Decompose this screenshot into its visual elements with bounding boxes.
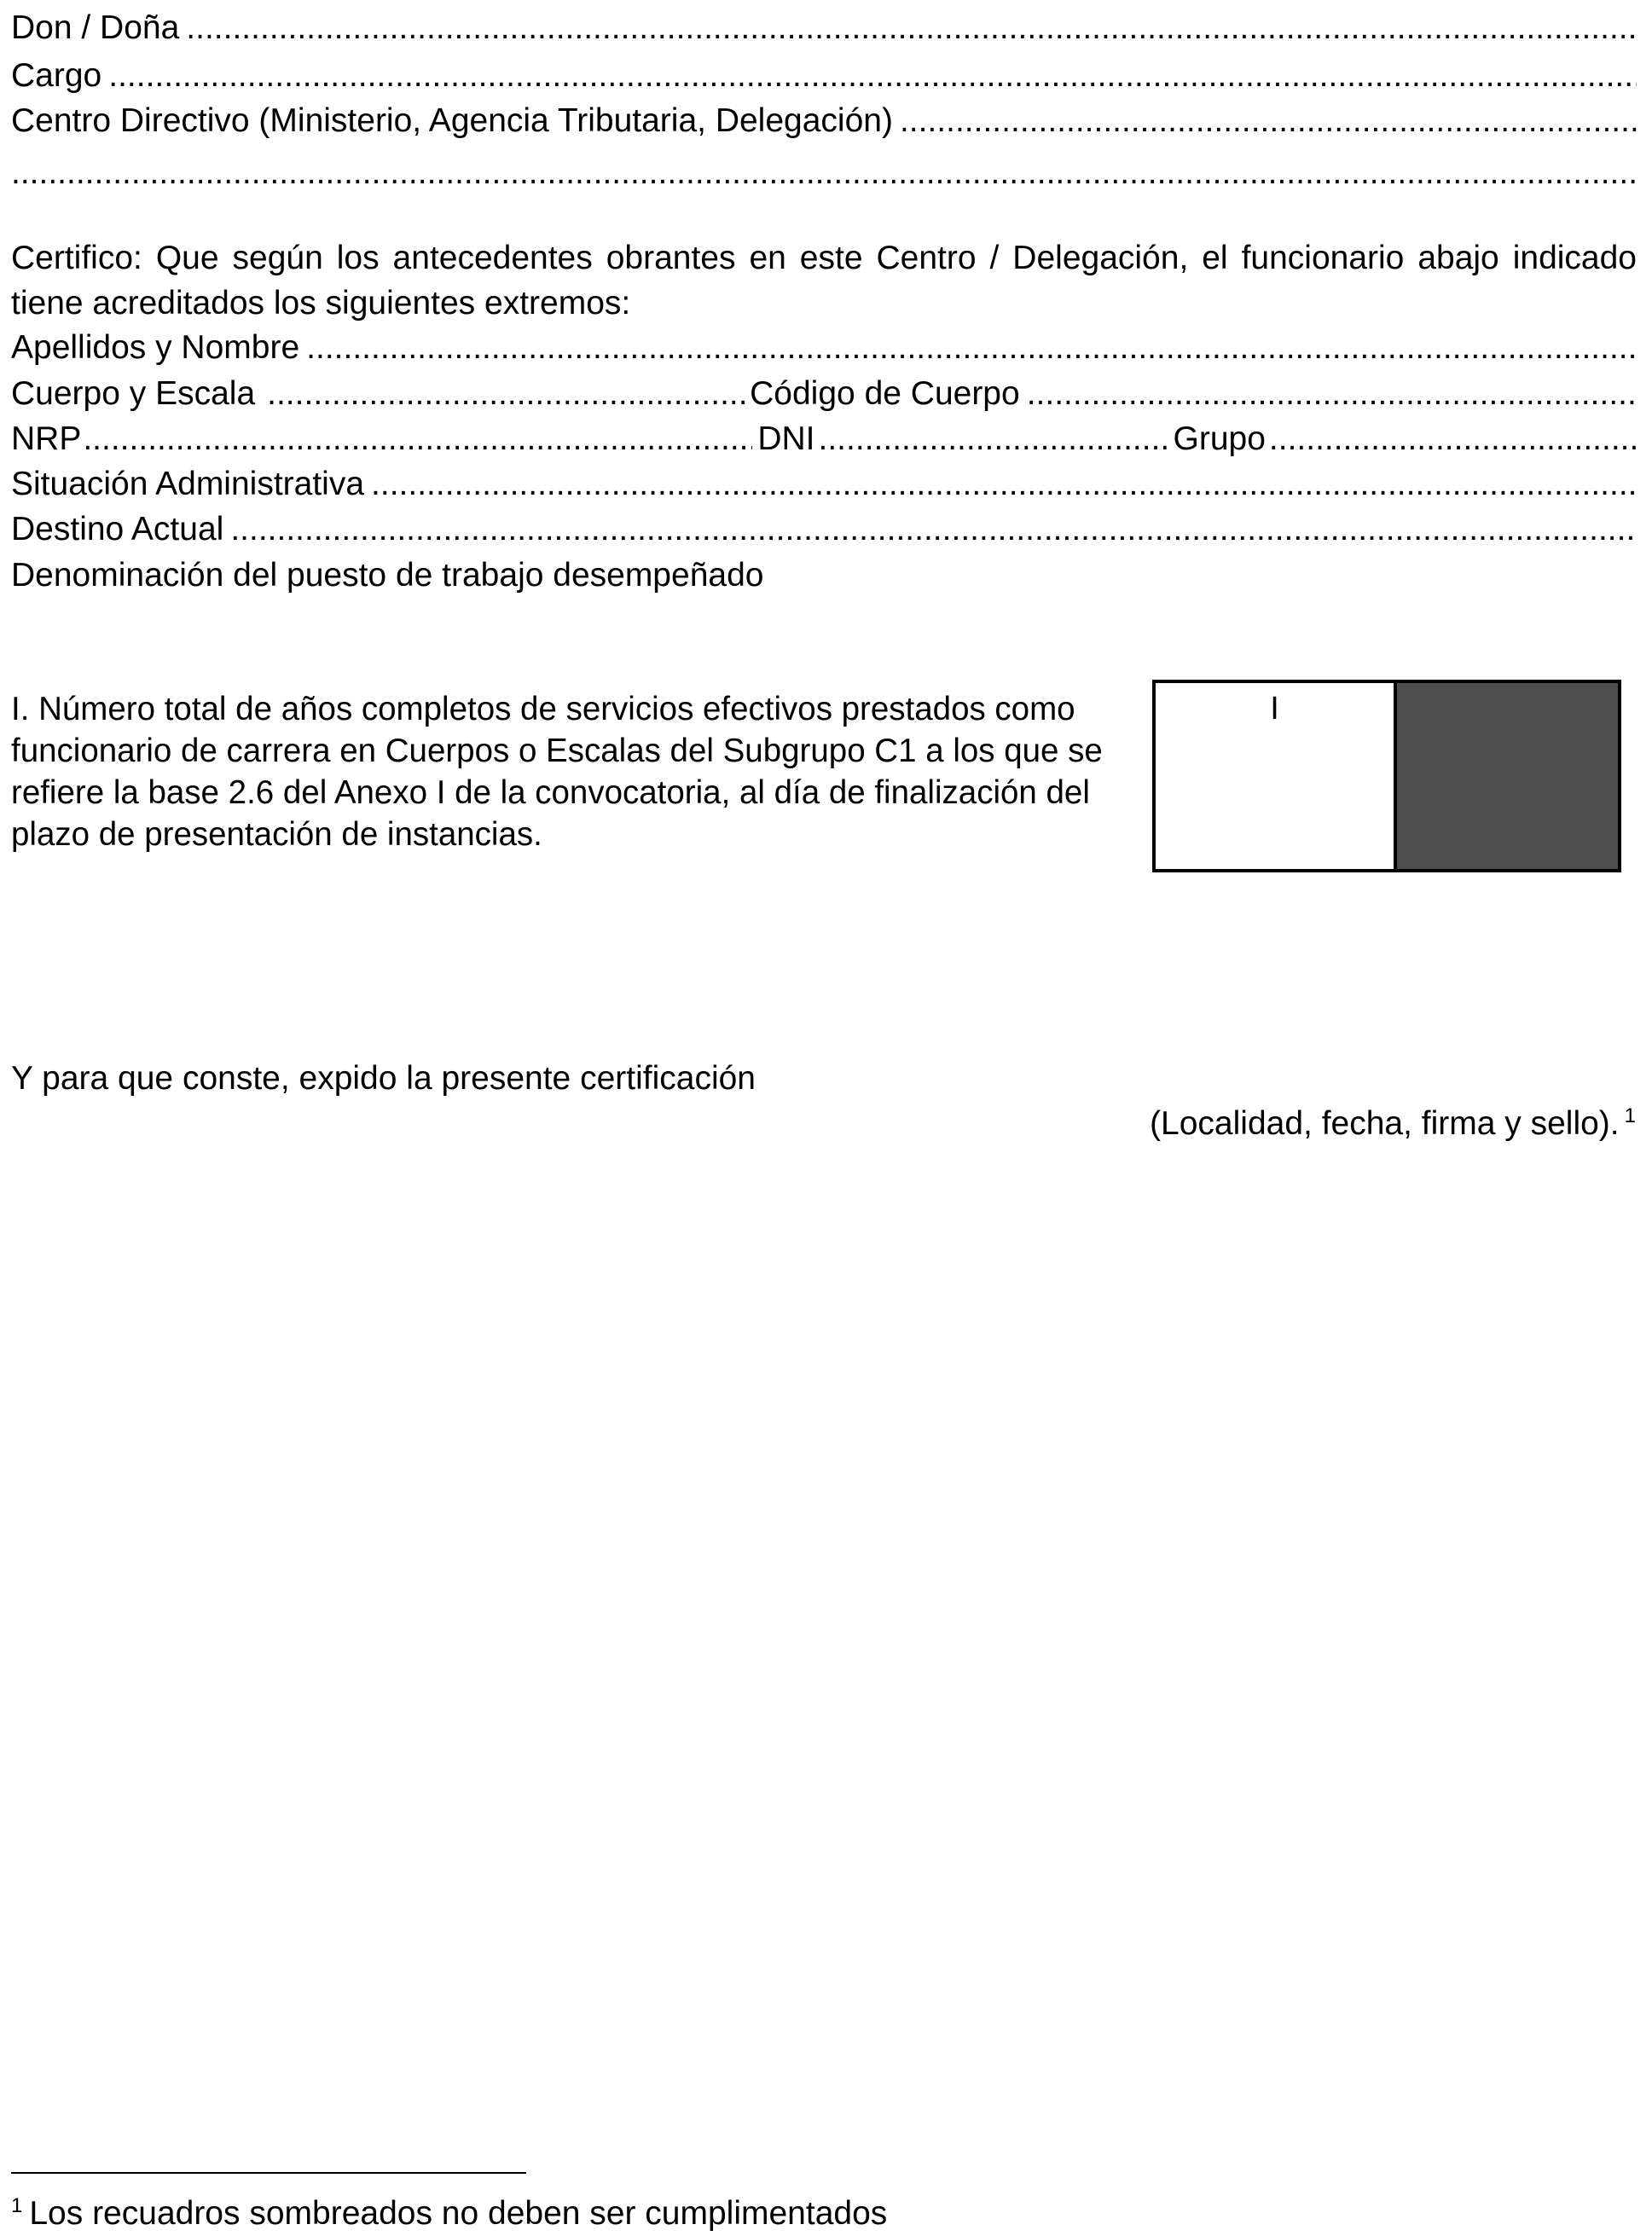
field-centro-directivo-continuation[interactable] [11, 150, 1637, 195]
section-i-shaded-box [1397, 683, 1618, 869]
field-destino-actual[interactable] [11, 507, 1637, 552]
label-codigo-cuerpo: Código de Cuerpo [750, 375, 1020, 412]
label-dni: DNI [757, 420, 815, 457]
fill-line-apellidos-nombre[interactable] [306, 325, 1637, 370]
field-cuerpo-escala-row [11, 371, 1637, 416]
field-apellidos-nombre[interactable] [11, 325, 1637, 370]
label-destino-actual: Destino Actual [11, 511, 224, 547]
footnote-number: 1 [11, 2194, 23, 2217]
section-i-box-label: I [1270, 691, 1279, 727]
label-denominacion-puesto: Denominación del puesto de trabajo desempeñado [11, 557, 764, 594]
footnote [11, 2191, 887, 2236]
label-cuerpo-escala: Cuerpo y Escala [11, 375, 256, 412]
field-nrp-row [11, 416, 1637, 461]
fill-line-nrp[interactable] [83, 416, 752, 461]
fill-line-centro-directivo-2[interactable] [11, 150, 1637, 195]
field-don-dona[interactable] [11, 5, 1637, 50]
label-grupo: Grupo [1173, 420, 1266, 457]
fill-line-don-dona[interactable] [186, 5, 1637, 50]
field-denominacion-puesto [11, 553, 1637, 598]
fill-line-centro-directivo[interactable] [900, 98, 1637, 143]
label-don-dona: Don / Doña [11, 9, 180, 46]
label-centro-directivo: Centro Directivo (Ministerio, Agencia Tributaria, Delegación) [11, 102, 893, 139]
section-i-box [1152, 680, 1621, 872]
closing-statement: Y para que conste, expido la presente certificación [11, 1060, 756, 1097]
fill-line-codigo-cuerpo[interactable] [1027, 371, 1637, 416]
certify-paragraph: Certifico: Que según los antecedentes obrantes en este Centro / Delegación, el funcionario abajo indicado tiene acreditados los siguientes extremos: [11, 240, 1637, 321]
section-i-input-box[interactable] [1156, 683, 1397, 869]
label-apellidos-nombre: Apellidos y Nombre [11, 329, 300, 366]
footnote-divider [11, 2172, 526, 2174]
fill-line-dni[interactable] [819, 416, 1168, 461]
label-cargo: Cargo [11, 57, 102, 94]
section-i-text: I. Número total de años completos de servicios efectivos prestados como funcionario de carrera en Cuerpos o Escalas del Subgrupo C1 a los que se refiere la base 2.6 del Anexo I de la convocatoria, al día de finalización del plazo de presentación de instancias. [11, 691, 1103, 853]
fill-line-situacion-administrativa[interactable] [371, 461, 1637, 507]
field-cargo[interactable] [11, 53, 1637, 98]
label-situacion-administrativa: Situación Administrativa [11, 466, 365, 502]
fill-line-grupo[interactable] [1269, 416, 1637, 461]
fill-line-cuerpo-escala[interactable] [267, 371, 745, 416]
field-situacion-administrativa[interactable] [11, 461, 1637, 507]
fill-line-destino-actual[interactable] [230, 507, 1637, 552]
place-date-text: (Localidad, fecha, firma y sello). [1150, 1105, 1620, 1142]
place-date-signature [1150, 1101, 1636, 1146]
footnote-reference: 1 [1624, 1104, 1636, 1127]
footnote-text: Los recuadros sombreados no deben ser cumplimentados [29, 2195, 888, 2232]
label-nrp: NRP [11, 420, 82, 457]
field-centro-directivo[interactable] [11, 98, 1637, 143]
fill-line-cargo[interactable] [108, 53, 1637, 98]
